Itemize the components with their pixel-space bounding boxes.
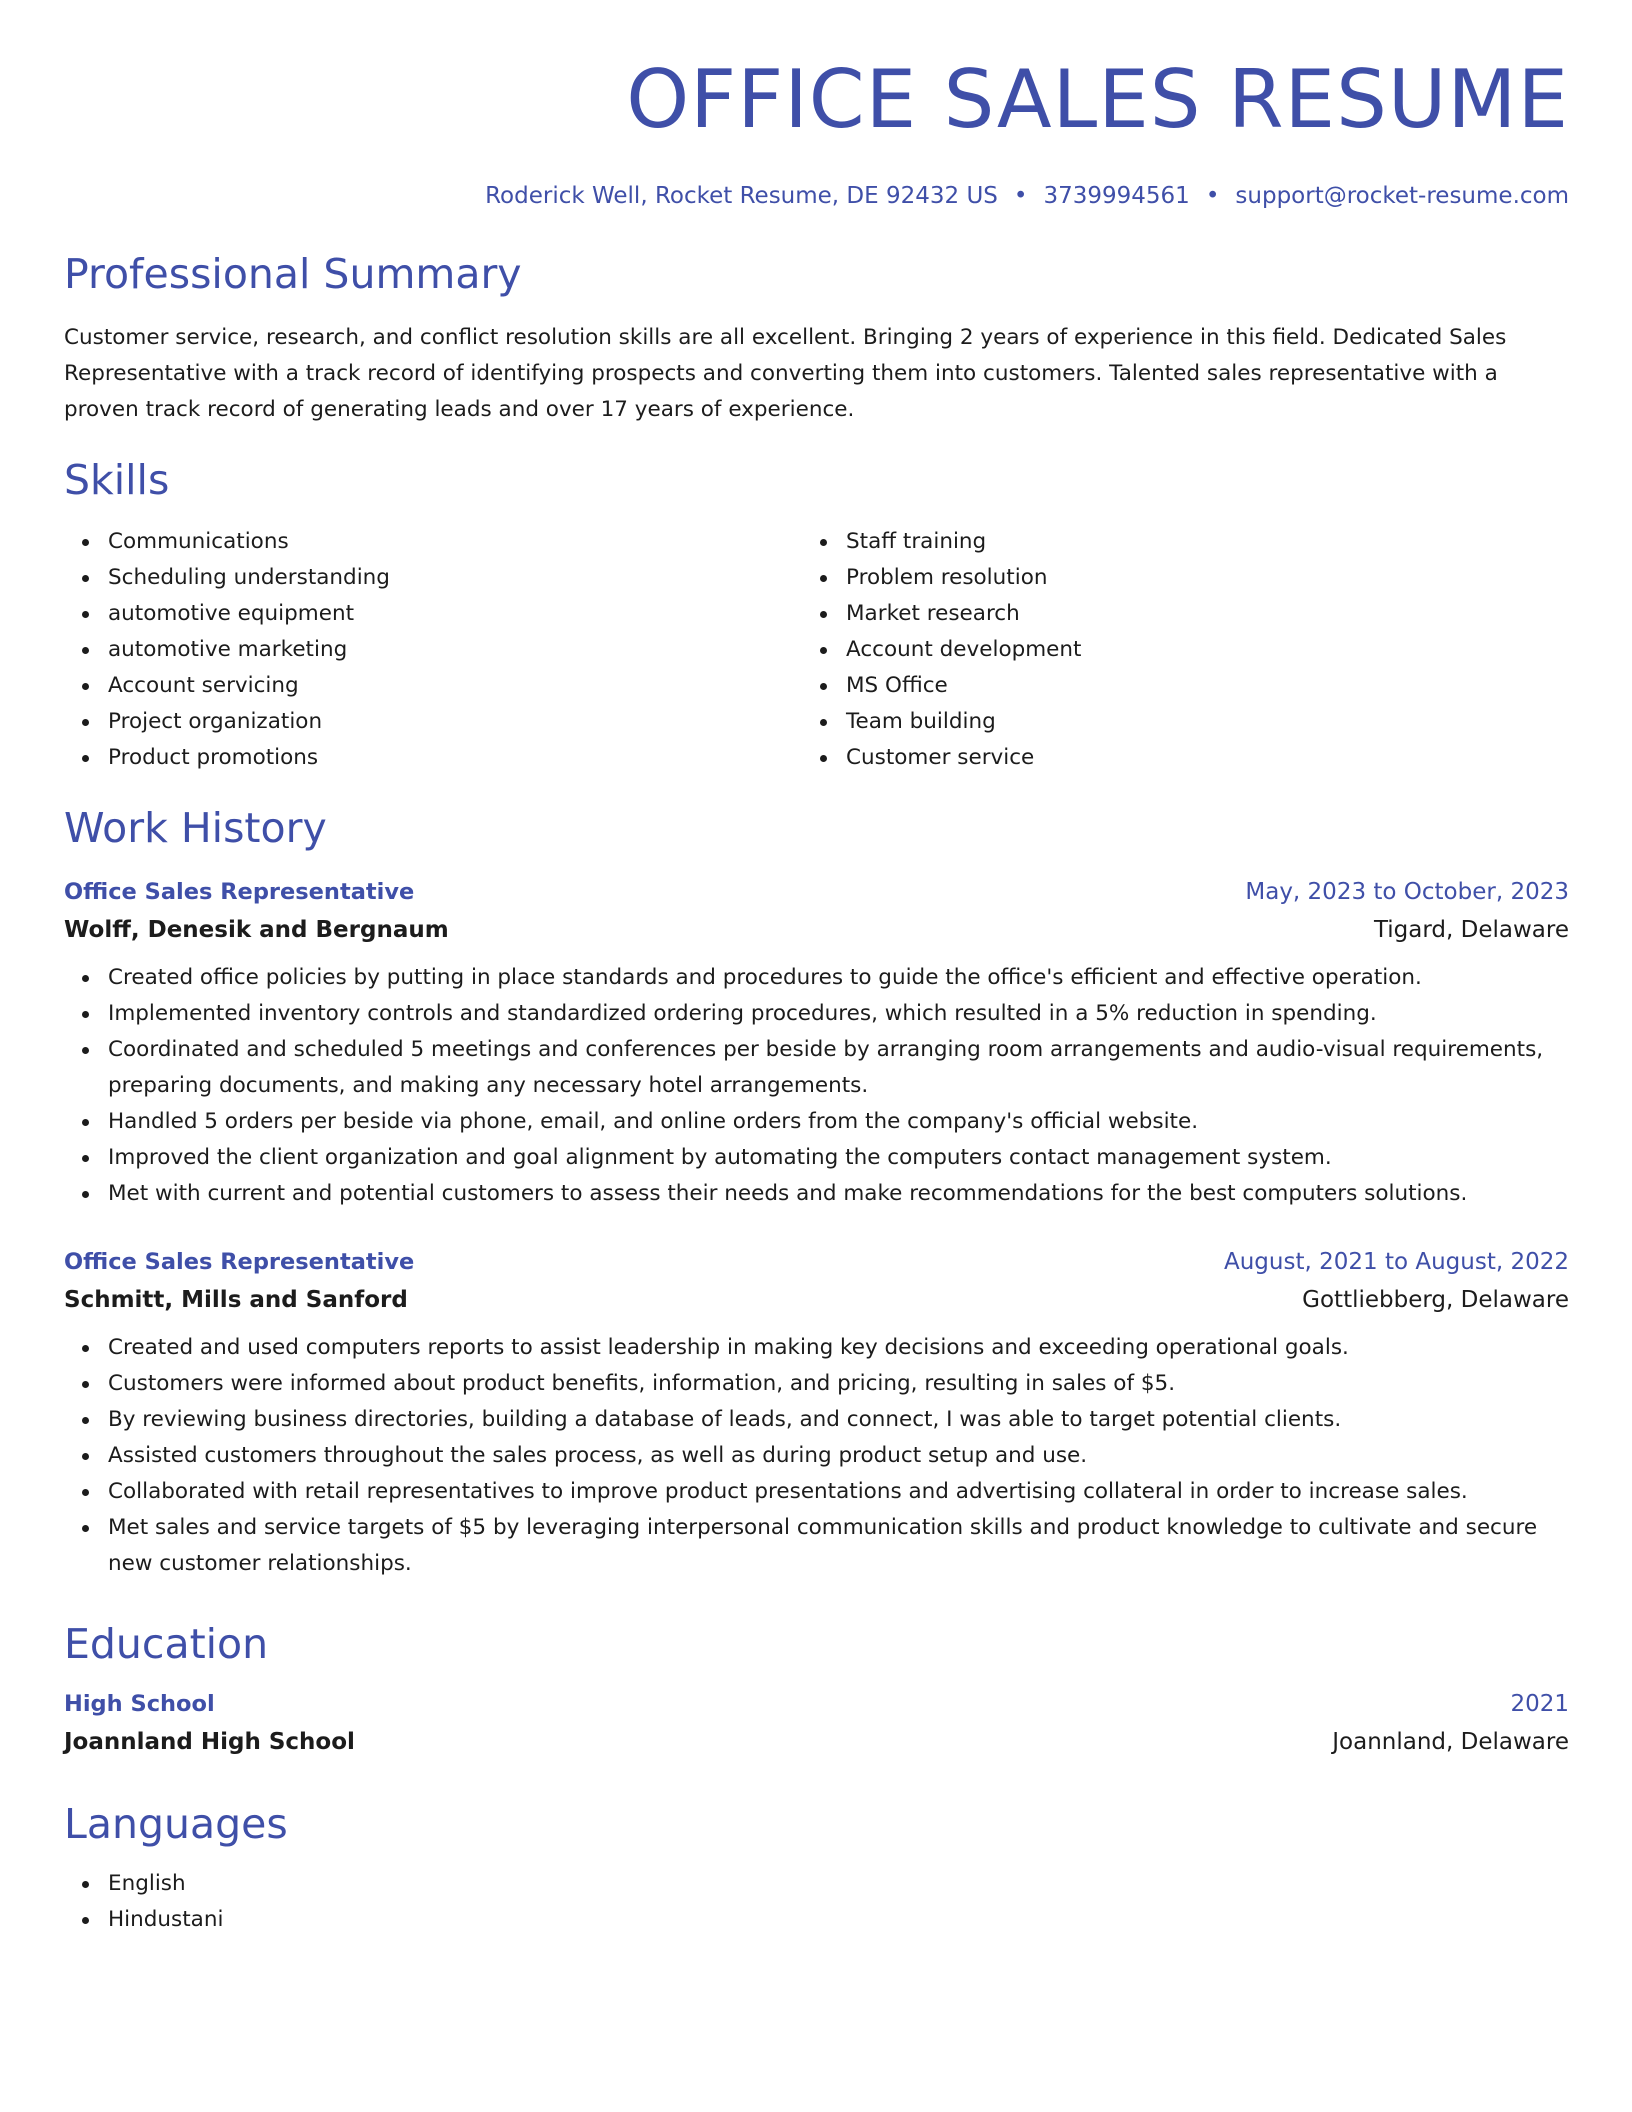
job-entry — [64, 874, 1569, 1212]
work-history-section — [64, 802, 1569, 1582]
job-title-row — [64, 874, 1569, 910]
responsibility-item: Implemented inventory controls and standardized ordering procedures, which resulted in a 5% reduction in spending. — [108, 996, 1569, 1032]
skills-column-right — [802, 524, 1540, 776]
skill-item: Scheduling understanding — [108, 560, 802, 596]
education-section — [64, 1618, 1569, 1762]
skill-item: Problem resolution — [846, 560, 1540, 596]
job-dates: August, 2021 to August, 2022 — [1224, 1249, 1569, 1275]
language-item: Hindustani — [108, 1902, 1569, 1938]
section-heading-languages: Languages — [64, 1800, 288, 1848]
responsibility-item: Met sales and service targets of $5 by leveraging interpersonal communication skills and product knowledge to cultivate and secure new customer relationships. — [108, 1510, 1569, 1582]
job-title: Office Sales Representative — [64, 879, 415, 905]
skills-section — [64, 454, 1569, 776]
section-heading-education: Education — [64, 1620, 269, 1668]
languages-list — [64, 1866, 1569, 1938]
responsibility-item: Collaborated with retail representatives to improve product presentations and advertising collateral in order to increase sales. — [108, 1474, 1569, 1510]
resume-title: OFFICE SALES RESUME — [626, 53, 1569, 146]
job-responsibilities — [64, 960, 1569, 1212]
education-degree: High School — [64, 1691, 215, 1717]
job-location: Gottliebberg, Delaware — [1302, 1287, 1569, 1313]
section-heading-summary: Professional Summary — [64, 250, 522, 298]
education-entry — [64, 1686, 1569, 1762]
languages-section — [64, 1798, 1569, 1938]
education-year: 2021 — [1510, 1691, 1569, 1717]
education-school-row — [64, 1722, 1569, 1762]
job-responsibilities — [64, 1330, 1569, 1582]
job-company-row — [64, 910, 1569, 950]
skill-item: Communications — [108, 524, 802, 560]
skills-grid — [64, 524, 1569, 776]
skill-item: Team building — [846, 704, 1540, 740]
skill-item: automotive equipment — [108, 596, 802, 632]
skill-item: Project organization — [108, 704, 802, 740]
section-heading-work-history: Work History — [64, 804, 327, 852]
skills-column-left — [64, 524, 802, 776]
resume-header — [64, 0, 1569, 212]
job-title-row — [64, 1244, 1569, 1280]
contact-separator: • — [1013, 183, 1028, 209]
job-entry — [64, 1244, 1569, 1582]
company-name: Schmitt, Mills and Sanford — [64, 1287, 408, 1313]
skill-item: Customer service — [846, 740, 1540, 776]
contact-line — [64, 180, 1569, 212]
responsibility-item: Met with current and potential customers to assess their needs and make recommendations for the best computers solutions. — [108, 1176, 1569, 1212]
skill-item: Staff training — [846, 524, 1540, 560]
skill-item: automotive marketing — [108, 632, 802, 668]
education-degree-row — [64, 1686, 1569, 1722]
language-item: English — [108, 1866, 1569, 1902]
job-location: Tigard, Delaware — [1373, 917, 1569, 943]
professional-summary-section — [64, 248, 1569, 428]
skill-item: Account servicing — [108, 668, 802, 704]
responsibility-item: Coordinated and scheduled 5 meetings and conferences per beside by arranging room arrangements and audio-visual requirements, preparing documents, and making any necessary hotel arrangements. — [108, 1032, 1569, 1104]
job-title: Office Sales Representative — [64, 1249, 415, 1275]
responsibility-item: By reviewing business directories, building a database of leads, and connect, I was able to target potential clients. — [108, 1402, 1569, 1438]
skill-item: Product promotions — [108, 740, 802, 776]
school-name: Joannland High School — [64, 1729, 355, 1755]
contact-address: Roderick Well, Rocket Resume, DE 92432 US — [485, 183, 998, 209]
skill-item: MS Office — [846, 668, 1540, 704]
section-heading-skills: Skills — [64, 456, 170, 504]
responsibility-item: Customers were informed about product benefits, information, and pricing, resulting in sales of $5. — [108, 1366, 1569, 1402]
school-location: Joannland, Delaware — [1332, 1729, 1569, 1755]
summary-text: Customer service, research, and conflict resolution skills are all excellent. Bringing 2 years of experience in this field. Dedicated Sales Representative with a track record of identifying prospects and converting them into customers. Talented sales representative with a proven track record of generating leads and over 17 years of experience. — [64, 325, 1507, 422]
responsibility-item: Created office policies by putting in place standards and procedures to guide the office's efficient and effective operation. — [108, 960, 1569, 996]
contact-phone: 3739994561 — [1043, 183, 1190, 209]
job-company-row — [64, 1280, 1569, 1320]
contact-separator: • — [1205, 183, 1220, 209]
responsibility-item: Assisted customers throughout the sales process, as well as during product setup and use. — [108, 1438, 1569, 1474]
contact-email: support@rocket-resume.com — [1235, 183, 1569, 209]
company-name: Wolff, Denesik and Bergnaum — [64, 917, 449, 943]
skill-item: Account development — [846, 632, 1540, 668]
responsibility-item: Improved the client organization and goal alignment by automating the computers contact management system. — [108, 1140, 1569, 1176]
skill-item: Market research — [846, 596, 1540, 632]
responsibility-item: Created and used computers reports to assist leadership in making key decisions and exceeding operational goals. — [108, 1330, 1569, 1366]
responsibility-item: Handled 5 orders per beside via phone, email, and online orders from the company's official website. — [108, 1104, 1569, 1140]
job-dates: May, 2023 to October, 2023 — [1245, 879, 1569, 905]
